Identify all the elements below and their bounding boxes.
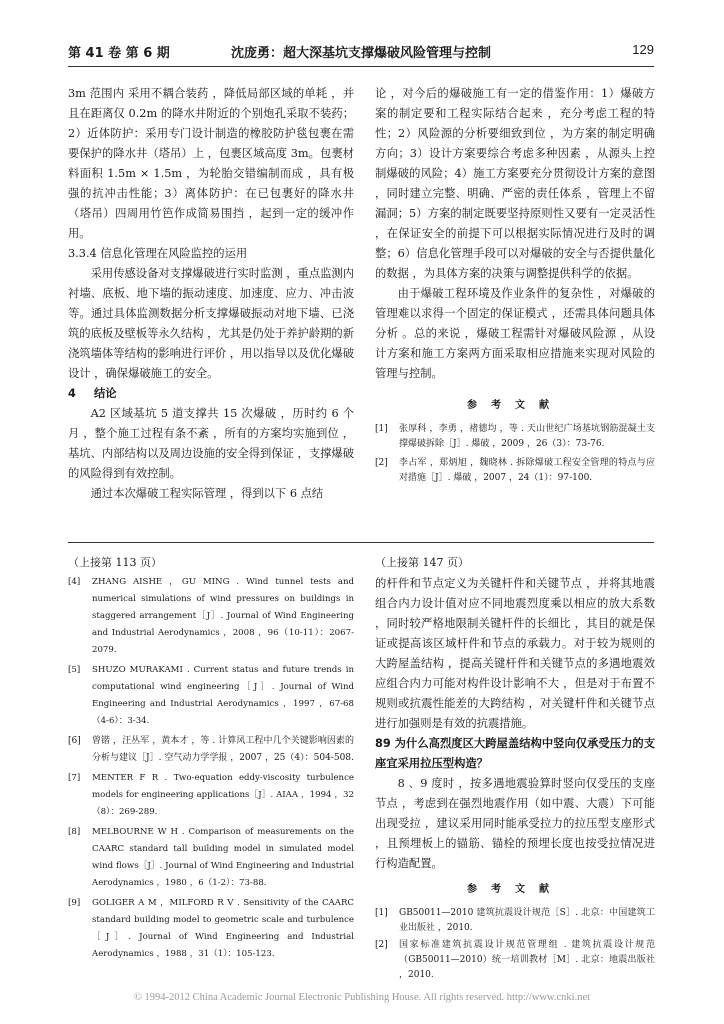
reference-number: [1] [375,908,388,918]
paragraph-lessons: 论 ，对今后的爆破施工有一定的借鉴作用：1）爆破方案的制定要和工程实际结合起来 ，充分考虑工程的特性；2）风险源的分析要细致到位 ，为方案的制定明确方向；3）设计方案要综合考虑多种因素 ，从源头上控制爆破的风险；4）施工方案要充分贯彻设计方案的意图 ，同时建立完整、明确、严密的责任体系 ，管理上不留漏洞；5）方案的制定既要坚持原则性又要有一定灵活性 ，在保证安全的前提下可以根据实际情况进行及时的调整；6）信息化管理手段可以对爆破的安全与否提供量化的数据 ，为具体方案的决策与调整提供科学的依据。 [375,87,655,280]
question-heading: 89 为什么高烈度区大跨屋盖结构中竖向仅承受压力的支座宜采用拉压型构造？ [375,737,655,770]
section-number: 4 [68,387,76,400]
paragraph-summary: 由于爆破工程环境及作业条件的复杂性 ，对爆破的管理难以求得一个固定的保证模式 ，还需具体问题具体分析 。总的来说 ，爆破工程需针对爆破风险源 ，从设计方案和施工方案两方面采取相应措施来实现对风险的管理与控制。 [375,287,655,380]
reference-number: [5] [68,665,81,675]
reference-text: 国家标准建筑抗震设计规范管理组 . 建筑抗震设计规范（GB50011—2010）统一培训教材［M］. 北京：地震出版社 ，2010. [399,940,655,980]
reference-text: 曾锴 ，汪丛军 ，黄本才 ，等 . 计算风工程中几个关键影响因素的分析与建议［J］. 空气动力学学报 ，2007 ，25（4）：504-508. [92,736,354,763]
section-divider [68,542,654,543]
upper-right-column [375,84,655,486]
reference-text: SHUZO MURAKAMI . Current status and future trends in computational wind engineering［J］. Journal of Wind Engineering and Industrial Aerodynamics ，1997 ，67-68（4-6）：3-34. [92,665,354,726]
reference-number: [6] [68,736,81,746]
section-title: 结论 [94,387,117,400]
reference-item [375,906,655,936]
reference-item [375,422,655,452]
reference-text: 李占军 ，郑炳旭 ，魏晓林 . 拆除爆破工程安全管理的特点与应对措施［J］. 爆破 ，2007 ，24（1）：97-100. [399,458,655,483]
reference-text: MENTER F R . Two-equation eddy-viscosity turbulence models for engineering applications［J］. AIAA ，1994 ，32（8）：269-289. [92,773,354,817]
page-number: 129 [632,42,654,57]
running-header [68,42,654,64]
lower-left-column [68,554,354,963]
reference-item [375,938,655,983]
article-title: 沈庞勇：超大深基坑支撑爆破风险管理与控制 [230,46,491,61]
reference-number: [2] [375,458,388,468]
reference-item [68,895,354,963]
reference-number: [4] [68,577,81,587]
paragraph-conclusion: A2 区域基坑 5 道支撑共 15 次爆破 ，历时约 6 个月 ，整个施工过程有条不紊 ，所有的方案均实施到位 ，基坑、内部结构以及周边设施的安全得到保证 ，支撑爆破的风险得到有效控制。 [68,407,355,480]
copyright-footer: © 1994-2012 China Academic Journal Electronic Publishing House. All rights reserved. http://www.cnki.net [133,992,591,1003]
reference-item [68,770,354,821]
paragraph-conclusion-cont: 通过本次爆破工程实际管理 ，得到以下 6 点结 [90,487,324,500]
reference-number: [2] [375,940,388,950]
reference-number: [9] [68,898,81,908]
continued-from-label: （上接第 113 页） [68,556,162,569]
reference-item [68,824,354,892]
reference-text: MELBOURNE W H . Comparison of measurements on the CAARC standard tall building model in simulated model wind flows［J］. Journal of Wind Engineering and Industrial Aerodynamics ，1980 ，6（1-2）：73-88. [92,827,354,888]
reference-text: 张厚科 ，李勇 ，褚德均 ，等 . 天山世纪广场基坑钢筋混凝土支撑爆破拆除［J］. 爆破 ，2009 ，26（3）：73-76. [399,424,655,449]
reference-text: GB50011—2010 建筑抗震设计规范［S］. 北京：中国建筑工业出版社 ，2010. [399,908,655,933]
reference-item [68,733,354,767]
reference-item [68,662,354,730]
paragraph-monitoring: 采用传感设备对支撑爆破进行实时监测 ，重点监测内衬墙、底板、地下墙的振动速度、加速度、应力、冲击波等。通过具体监测数据分析支撑爆破振动对地下墙、已浇筑的底板及壁板等永久结构 ，尤其是仍处于养护龄期的新浇筑墙体等结构的影响进行评价 ，用以指导以及优化爆破设计 ，确保爆破施工的安全。 [68,267,355,380]
reference-text: ZHANG AISHE ，GU MING . Wind tunnel tests and numerical simulations of wind pressures on buildings in staggered arrangement［J］. Journal of Wind Engineering and Industrial Aerodynamics ，2008 ，96（10-11）：2067-2079. [92,577,354,655]
section-heading-conclusion [68,384,354,404]
reference-text: GOLIGER A M ，MILFORD R V . Sensitivity of the CAARC standard building model to geometric scale and turbulence［J］. Journal of Wind Engineering and Industrial Aerodynamics ，1988 ，31（1）：105-123. [92,898,354,959]
paragraph-key-members: 的杆件和节点定义为关键杆件和关键节点 ，并将其地震组合内力设计值对应不同地震烈度乘以相应的放大系数 ，同时较严格地限制关键杆件的长细比 ，其目的就是保证或提高该区域杆件和节点的承载力。对于较为规则的大跨屋盖结构 ，提高关键杆件和关键节点的多遇地震效应组合内力可能对构件设计影响不大 ，但是对于布置不规则或抗震性能差的大跨结构 ，对关键杆件和关键节点进行加强则是有效的抗震措施。 [375,577,655,730]
reference-number: [1] [375,424,388,434]
references-heading: 参考文献 [467,884,563,895]
reference-item [375,456,655,486]
header-divider [68,66,654,67]
reference-number: [7] [68,773,81,783]
continued-from-label: （上接第 147 页） [375,556,469,569]
journal-issue: 第 41 卷 第 6 期 [68,46,170,61]
lower-right-column [375,554,655,983]
reference-item [68,574,354,659]
references-heading: 参考文献 [467,400,563,411]
paragraph-protection: 3m 范围内 采用不耦合装药 ，降低局部区域的单耗 ，并且在距离仅 0.2m 的降水井附近的个别炮孔采取不装药；2）近体防护：采用专门设计制造的橡胶防护毯包裹在需要保护的降水井（塔吊）上 ，包裹区域高度 3m。包裹材料面积 1.5m × 1.5m ，为轮胎交错编制而成 ，具有极强的抗冲击性能；3）离体防护：在已包裹好的降水井（塔吊）四周用竹笆作成简易围挡 ，起到一定的缓冲作用。 [68,87,354,240]
reference-number: [8] [68,827,81,837]
upper-left-column [68,84,354,504]
paragraph-bearing: 8 、9 度时 ，按多遇地震验算时竖向仅受压的支座节点 ，考虑到在强烈地震作用（如中震、大震）下可能出现受拉 ，建议采用同时能承受拉力的拉压型支座形式 ，且预埋板上的锚筋、锚栓的预埋长度也按受拉情况进行构造配置。 [375,777,655,870]
subsection-heading: 3.3.4 信息化管理在风险监控的运用 [68,247,248,260]
